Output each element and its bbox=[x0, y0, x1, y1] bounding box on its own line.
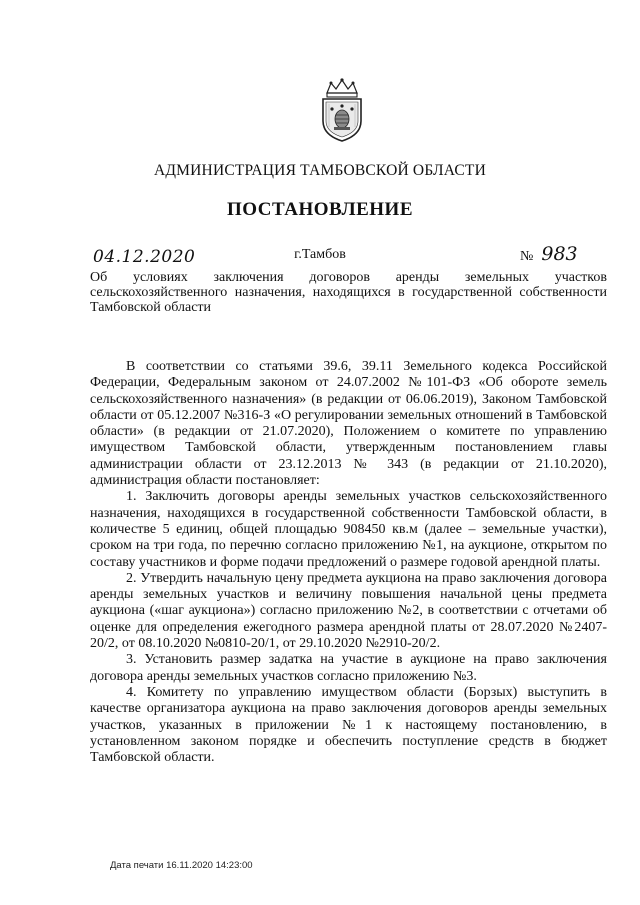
document-date: 04.12.2020 bbox=[93, 247, 196, 267]
preamble-paragraph: В соответствии со статьями 39.6, 39.11 Земельного кодекса Российской Федерации, Федеральным законом от 24.07.2002 №101-ФЗ «Об обороте земель сельскохозяйственного назначения» (в редакции от 06.06.2019), Законом Тамбовской области от 05.12.2007 №316-З «О регулировании земельных отношений в Тамбовской области» (в редакции от 21.07.2020), Положением о комитете по управлению имуществом Тамбовской области, утвержденным постановлением главы администрации области от 23.12.2013 № 343 (в редакции от 21.10.2020), администрация области постановляет: bbox=[90, 359, 607, 489]
clause-1: 1. Заключить договоры аренды земельных участков сельскохозяйственного назначения, находящихся в государственной собственности Тамбовской области, в количестве 5 единиц, общей площадью 908450 кв.м (далее – земельные участки), сроком на три года, по перечню согласно приложению №1, на аукционе, открытом по составу участников и форме подачи предложений о размере годовой арендной платы. bbox=[90, 489, 607, 570]
clause-3: 3. Установить размер задатка на участие в аукционе на право заключения договора аренды земельных участков согласно приложению №3. bbox=[90, 652, 607, 684]
document-number bbox=[520, 243, 578, 265]
document-subject: Об условиях заключения договоров аренды земельных участков сельскохозяйственного назначения, находящихся в государственной собственности Тамбовской области bbox=[90, 270, 607, 315]
number-value: 983 bbox=[541, 243, 578, 265]
document-type: ПОСТАНОВЛЕНИЕ bbox=[226, 199, 414, 220]
clause-2: 2. Утвердить начальную цену предмета аукциона на право заключения договора аренды земельных участков и величину повышения начальной цены предмета аукциона («шаг аукциона») согласно приложению №2, в соответствии с отчетами об оценке для определения ежегодного размера арендной платы от 28.07.2020 №2407-20/2, от 08.10.2020 №0810-20/1, от 29.10.2020 №2910-20/2. bbox=[90, 570, 607, 652]
print-date: Дата печати 16.11.2020 14:23:00 bbox=[110, 860, 253, 871]
document-city: г.Тамбов bbox=[294, 247, 346, 262]
organization-title: АДМИНИСТРАЦИЯ ТАМБОВСКОЙ ОБЛАСТИ bbox=[154, 162, 486, 179]
clause-4: 4. Комитету по управлению имуществом области (Борзых) выступить в качестве организатора аукциона на право заключения договоров аренды земельных участков, указанных в приложении №1 к настоящему постановлению, в установленном законом порядке и обеспечить поступление средств в бюджет Тамбовской области. bbox=[90, 684, 607, 766]
number-sign: № bbox=[520, 249, 534, 264]
document-body bbox=[90, 359, 607, 766]
tambov-coat-of-arms-icon bbox=[317, 77, 367, 143]
